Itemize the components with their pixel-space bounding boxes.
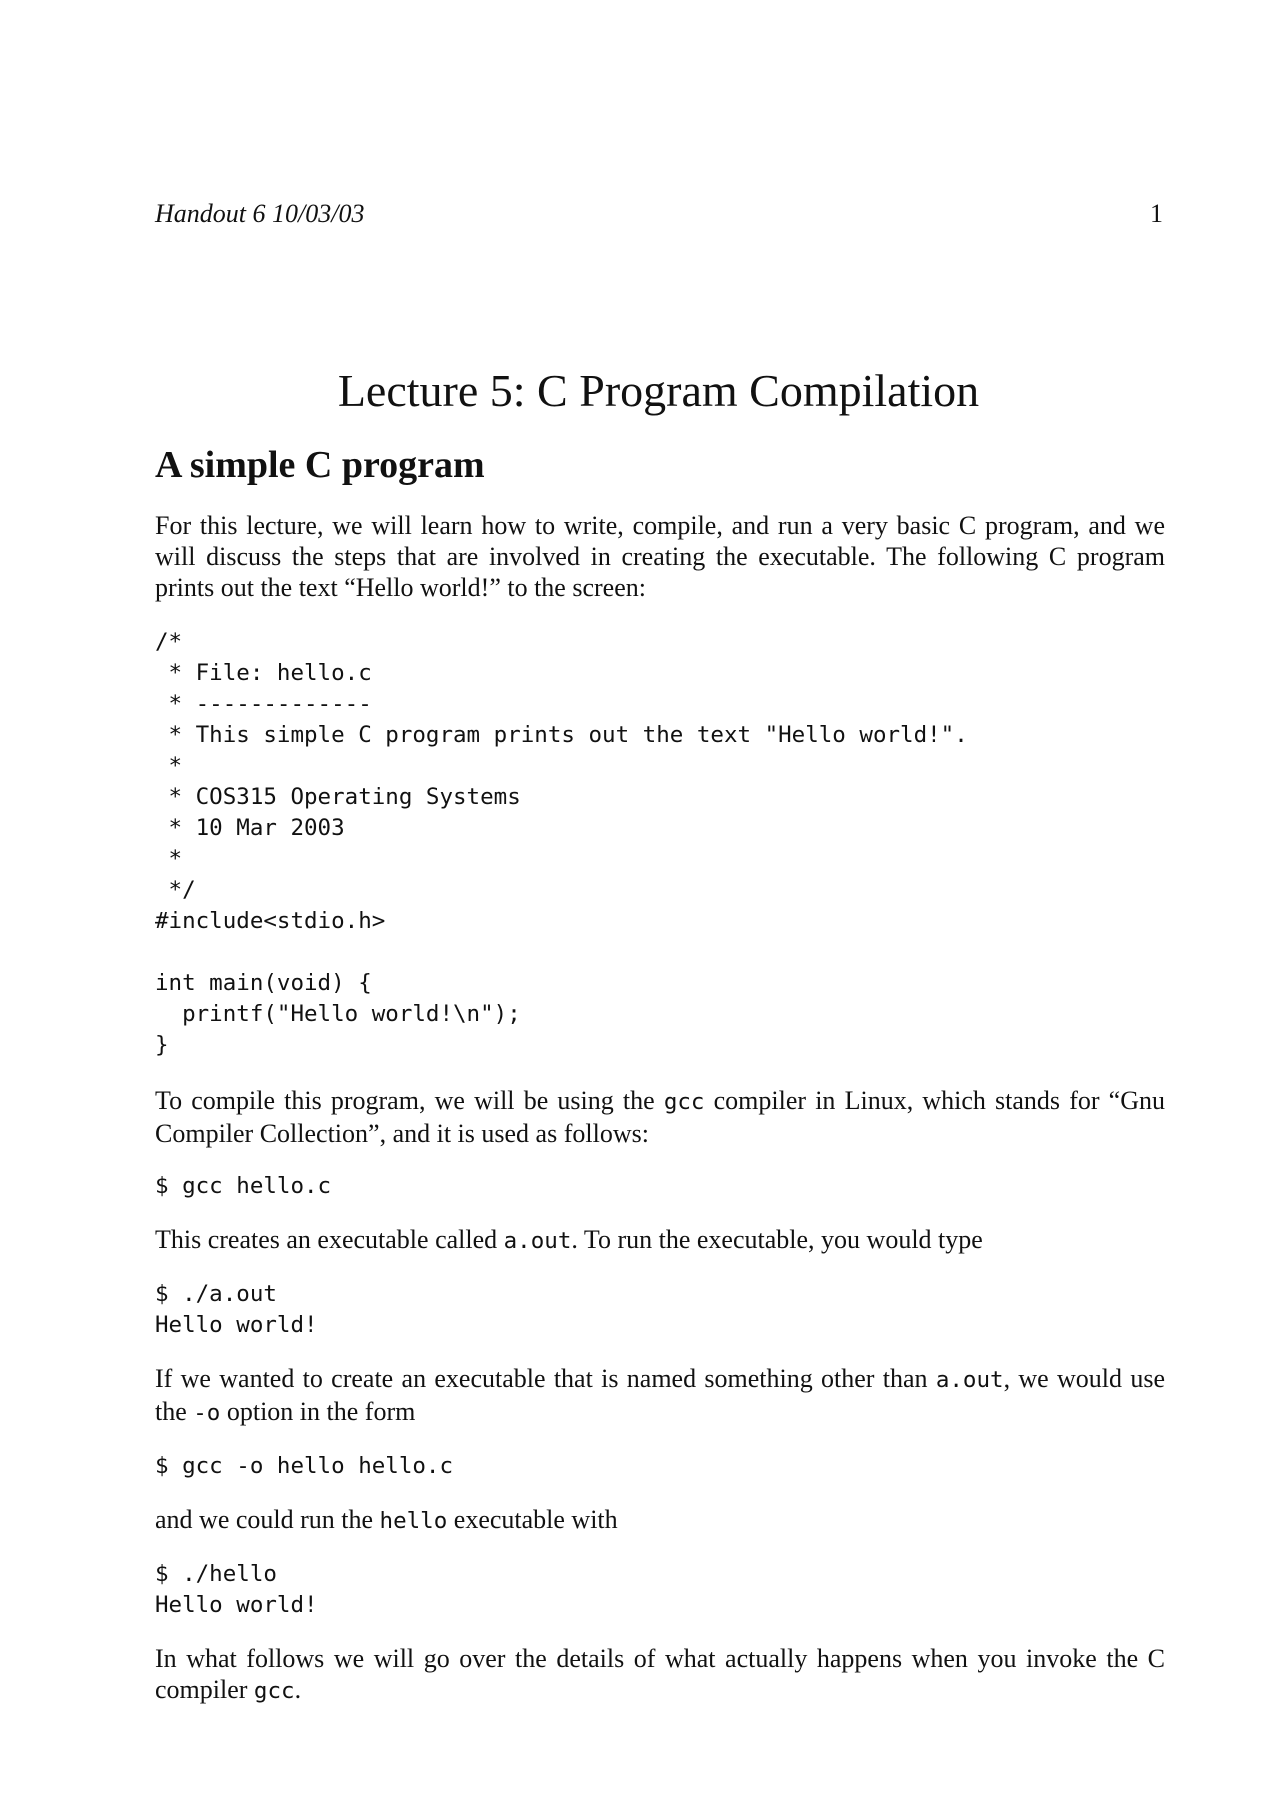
document-body: [155, 510, 1165, 1729]
inline-code: hello: [379, 1508, 448, 1534]
intro-paragraph: For this lecture, we will learn how to write, compile, and run a very basic C program, and we will discuss the steps that are involved in creating the executable. The following C program prints out the text “Hello world!” to the screen:: [155, 511, 1165, 602]
run-hello-command: $ ./hello Hello world!: [155, 1561, 318, 1618]
text-span: If we wanted to create an executable that is named something other than: [155, 1364, 936, 1393]
inline-code: gcc: [253, 1678, 295, 1704]
text-span: option in the form: [220, 1397, 416, 1426]
text-span: and we could run the: [155, 1505, 380, 1534]
text-span: . To run the executable, you would type: [571, 1225, 983, 1254]
compile-command: $ gcc hello.c: [155, 1173, 332, 1199]
hello-c-listing: /* * File: hello.c * ------------- * This simple C program prints out the text "Hello world!". * * COS315 Operating Systems * 10 Mar 2003 * */ #include<stdio.h> int main(void) { printf("Hello world!\n"); }: [155, 629, 968, 1058]
inline-code: a.out: [935, 1367, 1004, 1393]
text-span: This creates an executable called: [155, 1225, 504, 1254]
text-span: To compile this program, we will be using the: [155, 1086, 664, 1115]
executable-paragraph: [155, 1224, 1165, 1257]
text-span: executable with: [447, 1505, 618, 1534]
run-aout-command: $ ./a.out Hello world!: [155, 1281, 318, 1338]
closing-paragraph: [155, 1643, 1165, 1707]
text-span: In what follows we will go over the details of what actually happens when you invoke the C compiler: [155, 1644, 1165, 1704]
inline-code: gcc: [663, 1089, 705, 1115]
text-span: .: [294, 1675, 302, 1704]
handout-label: Handout 6 10/03/03: [155, 199, 365, 228]
named-executable-paragraph: [155, 1363, 1165, 1429]
page-number: 1: [1150, 199, 1163, 228]
text-span: compiler in Linux, which stands for “Gnu Compiler Collection”, and it is used as follows:: [155, 1086, 1166, 1148]
inline-code: a.out: [503, 1228, 572, 1254]
inline-code: -o: [193, 1400, 221, 1426]
compile-named-command: $ gcc -o hello hello.c: [155, 1453, 454, 1479]
compile-paragraph: [155, 1085, 1165, 1149]
run-hello-paragraph: [155, 1504, 1165, 1537]
text-span: , we would use the: [155, 1364, 1165, 1426]
section-heading: A simple C program: [155, 444, 485, 486]
page-header: [155, 199, 1163, 229]
lecture-title: Lecture 5: C Program Compilation: [337, 365, 980, 416]
